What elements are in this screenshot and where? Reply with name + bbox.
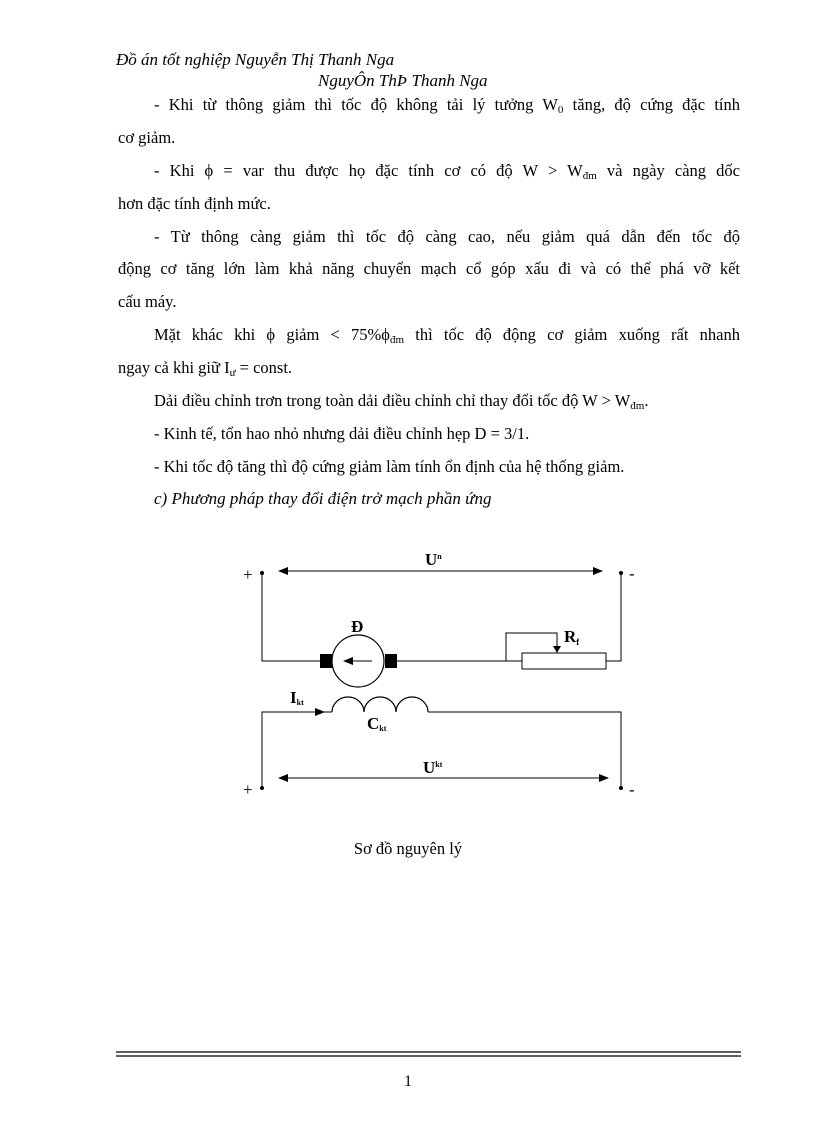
diagram-caption: Sơ đồ nguyên lý [353,839,463,858]
field-current-label: Ikt [290,688,304,707]
armature-wire-left [262,573,322,661]
motor-brush-left [320,654,332,668]
paragraph-3-line-2: động cơ tăng lớn làm khả năng chuyển mạch cổ góp xấu đi và có thể phá vỡ kết [118,259,740,278]
plus-terminal-bottom: + [243,780,253,799]
minus-terminal-bottom: - [629,780,635,799]
plus-terminal-top: + [243,565,253,584]
section-heading: c) Phương pháp thay đổi điện trở mạch phần ứng [154,489,492,508]
paragraph-1-line-1: - Khi từ thông giảm thì tốc độ không tải lý tưởng $W_0$ tăng, độ cứng đặc tính [154,95,740,116]
paragraph-2-line-2: hơn đặc tính định mức. [118,194,271,213]
paragraph-2-line-1: - Khi ϕ = var thu được họ đặc tính cơ có độ $W > W_{đm}$ và ngày càng dốc [154,161,741,182]
paragraph-1-line-2: cơ giảm. [118,128,176,147]
armature-wire-right [606,573,621,661]
resistor-wiper-arrow [553,646,561,653]
field-wire-right [428,712,621,788]
paragraph-6: - Kinh tế, tổn hao nhỏ nhưng dải điều chỉnh hẹp D = 3/1. [154,424,530,443]
paragraph-5: Dải điều chỉnh trơn trong toàn dải điều chỉnh chỉ thay đổi tốc độ $W > W_{đm}$. [154,391,649,412]
paragraph-3-line-1: - Từ thông càng giảm thì tốc độ càng cao, nếu giảm quá dẫn đến tốc độ [154,227,740,246]
armature-voltage-label: $U^n$ [425,550,442,569]
paragraph-3-line-3: cấu máy. [118,292,177,311]
field-coil-label: Ckt [367,714,387,733]
resistor-symbol [522,653,606,669]
paragraph-7: - Khi tốc độ tăng thì độ cứng giảm làm tính ổn định của hệ thống giảm. [154,457,625,476]
terminal-dot-bottom-right [619,786,623,790]
page-number: 1 [404,1073,412,1090]
header-author-garbled: NguyÔn ThÞ Thanh Nga [318,71,488,90]
terminal-dot-bottom-left [260,786,264,790]
header-author-line: Đồ án tốt nghiệp Nguyễn Thị Thanh Nga [116,50,395,69]
paragraph-4-line-2: ngay cả khi giữ $I_ư$ = const. [118,358,293,379]
motor-label: Đ [351,617,364,636]
minus-terminal-top: - [629,564,635,583]
field-wire-left [262,712,332,788]
paragraph-4-line-1: Mặt khác khi ϕ giảm < $75\%\phi_{đm}$ thì tốc độ động cơ giảm xuống rất nhanh [154,325,740,346]
field-voltage-label: $U^{kt}$ [423,758,443,777]
motor-brush-right [385,654,397,668]
field-coil [332,697,428,712]
resistor-label: Rf [564,627,580,647]
